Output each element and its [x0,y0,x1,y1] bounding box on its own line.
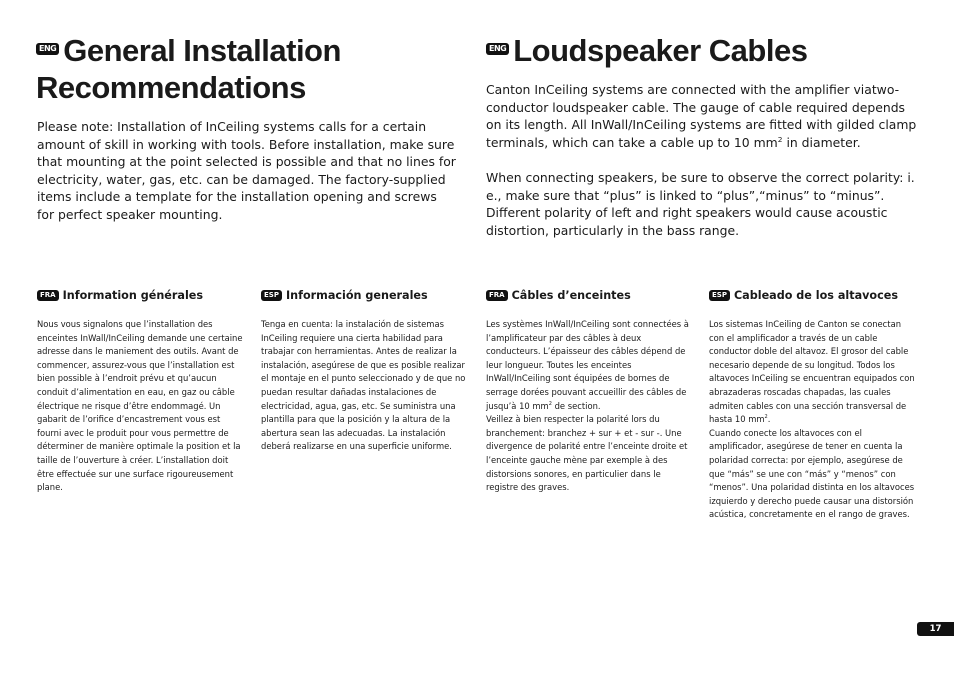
general-title-line2: Recommendations [36,70,306,105]
cables-title: Loudspeaker Cables [513,33,808,68]
loudspeaker-cables-text [486,81,922,257]
general-title-line1: General Installation [63,33,341,68]
eng-language-badge: ENG [36,43,59,55]
fra-language-badge: FRA [37,290,59,301]
esp-cables-text [709,318,917,522]
fra-general-body: Nous vous signalons que l’installation des enceintes InWall/InCeiling demande une certaine adresse dans le maniement des outils. Avant de commencer, assurez-vous que l’installation est bien possible à l’endroit prévu et qu’aucun conduit d’alimentation en eau, en gaz ou câble électrique ne risque d’être endommagé. Un gabarit de l’orifice d’encastrement vous est fourni avec le produit pour vous permettre de déterminer de manière optimale la position et la taille de l’ouverture à créer. L’installation doit être effectuée sur une surface rigoureusement plane. [37,319,243,493]
fra-general-text [37,318,245,495]
fra-general-heading: FRA Information générales [37,289,203,303]
esp-general-text [261,318,469,454]
fra-cables-heading: FRA Câbles d’enceintes [486,289,631,303]
esp-language-badge: ESP [709,290,730,301]
eng-language-badge: ENG [486,43,509,55]
fra-cables-text [486,318,694,495]
esp-cables-paragraph-1: Los sistemas InCeiling de Canton se conectan con el amplificador a través de un cable conductor doble del altavoz. El grosor del cable necesario depende de su longitud. Todos los altavoces InCeiling se encuentran equipados con abrazaderas roscadas chapadas, las cuales admiten cables con una sección transversal de hasta 10 $mm^2$. [709,319,915,425]
general-installation-heading [36,32,456,106]
general-body-paragraph: Please note: Installation of InCeiling systems calls for a certain amount of skill in working with tools. Before installation, make sure that mounting at the point selected is possible and that no lines for electricity, water, gas, etc. can be damaged. The factory-supplied items include a template for the installation opening and screws for perfect speaker mounting. [37,119,456,222]
general-installation-text [37,118,457,241]
esp-general-heading: ESP Información generales [261,289,428,303]
cables-paragraph-2: When connecting speakers, be sure to observe the correct polarity: i. e., make sure that “plus” is linked to “plus”,“minus” to “minus”. Different polarity of left and right speakers would cause acoustic distortion, particularly in the bass range. [486,169,915,238]
esp-cables-paragraph-2: Cuando conecte los altavoces con el amplificador, asegúrese de tener en cuenta la polaridad correcta: por ejemplo, asegúrese de que “más” se une con “más” y “menos” con “menos”. Una polaridad distinta en los altavoces izquierdo y derecho puede causar una distorsión acústica, concretamente en el rango de graves. [709,427,915,520]
fra-language-badge: FRA [486,290,508,301]
esp-language-badge: ESP [261,290,282,301]
esp-cables-heading: ESP Cableado de los altavoces [709,289,898,303]
loudspeaker-cables-heading [486,32,926,69]
esp-general-body: Tenga en cuenta: la instalación de sistemas InCeiling requiere una cierta habilidad para trabajar con herramientas. Antes de realizar la instalación, asegúrese de que es posible realizar el montaje en el punto seleccionado y de que no puedan resultar dañadas instalaciones de electricidad, agua, gas, etc. Se suministra una plantilla para que la posición y la altura de la abertura sean las adecuadas. La instalación deberá realizarse en una superficie uniforme. [261,319,466,452]
cables-paragraph-1: Canton InCeiling systems are connected with the amplifier viatwo-conductor loudspeaker cable. The gauge of cable required depends on its length. All InWall/InCeiling systems are fitted with gilded clamp terminals, which can take a cable up to 10 $mm^2$ in diameter. [486,82,917,150]
fra-cables-paragraph-2: Veillez à bien respecter la polarité lors du branchement: branchez + sur + et - sur -. Une divergence de polarité entre l’enceinte droite et l’enceinte gauche mène par exemple à des distorsions sonores, en particulier dans le registre des graves. [486,414,688,493]
fra-cables-paragraph-1: Les systèmes InWall/InCeiling sont connectées à l’amplificateur par des câbles à deux conducteurs. L’épaisseur des câbles dépend de leur longueur. Toutes les enceintes InWall/InCeiling sont équipées de bornes de serrage dorées pouvant accueillir des câbles de jusqu’à 10 $mm^2$ de section. [486,319,689,411]
page-number: 17 [917,622,954,636]
